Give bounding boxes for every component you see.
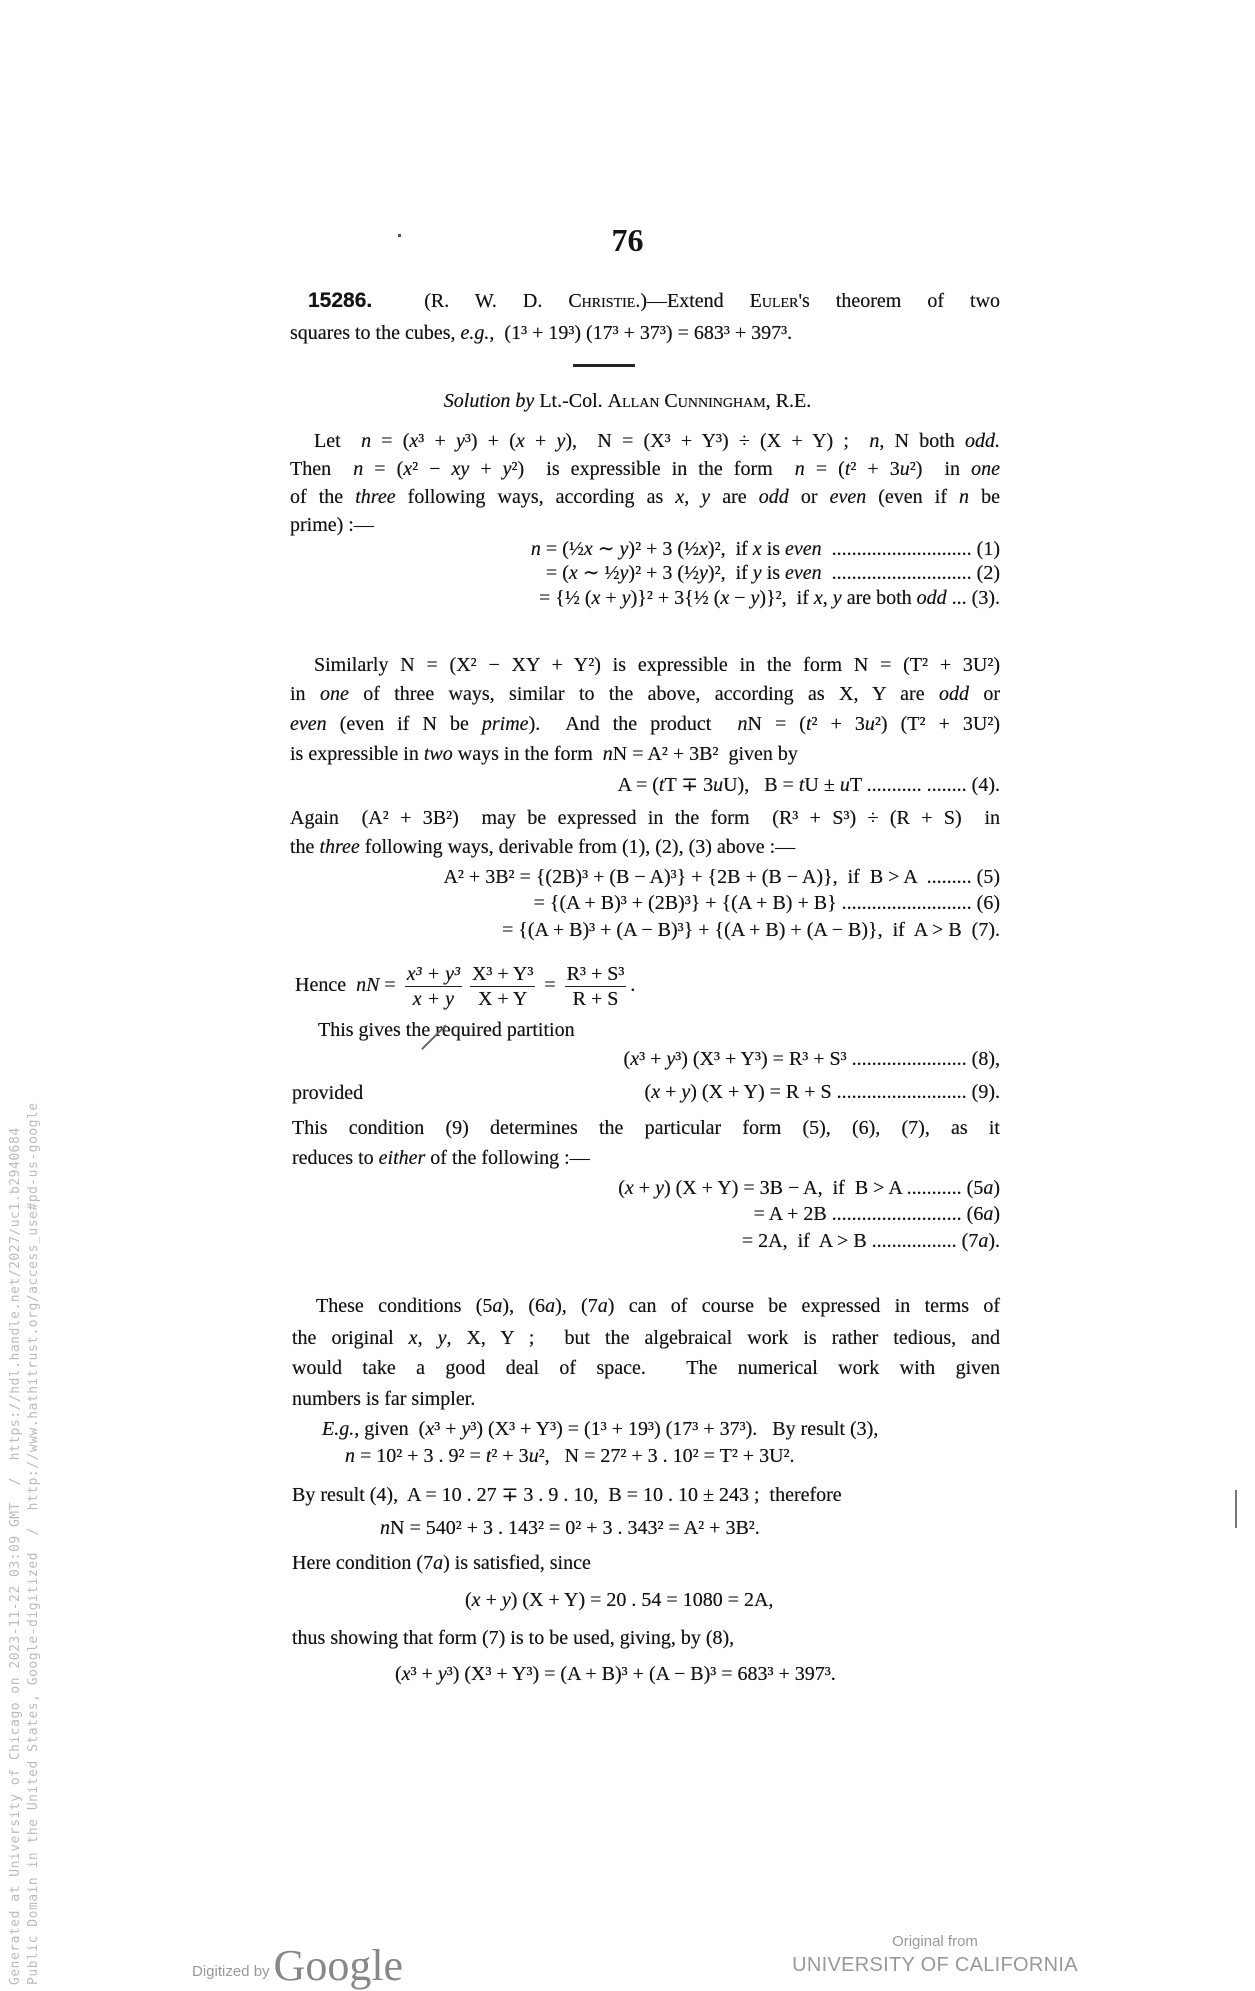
text-segment: following ways, derivable from (1), (2), (3) above :— bbox=[359, 836, 796, 858]
italic-text: n bbox=[959, 486, 970, 508]
text-line bbox=[290, 681, 1000, 707]
text-line bbox=[322, 1416, 878, 1442]
text-segment: ), (7 bbox=[555, 1295, 598, 1317]
text-segment: following ways, according as bbox=[395, 486, 676, 508]
italic-text: y bbox=[655, 1177, 664, 1199]
italic-text: y bbox=[619, 562, 629, 584]
page-number: 76 bbox=[611, 222, 644, 258]
text-line bbox=[618, 772, 1000, 798]
italic-text: x bbox=[813, 587, 823, 609]
text-segment: the bbox=[290, 836, 320, 858]
text-segment: These conditions (5 bbox=[316, 1295, 493, 1317]
text-segment: ² + 3 bbox=[491, 1445, 529, 1467]
fraction-3-denominator: R + S bbox=[572, 988, 619, 1010]
italic-text: three bbox=[355, 486, 396, 508]
text-line bbox=[292, 1080, 363, 1106]
fraction-1-denominator: x + y bbox=[412, 988, 454, 1010]
text-segment: ², N = 27² + 3 . 10² = T² + 3U². bbox=[538, 1445, 795, 1467]
italic-text: y bbox=[752, 562, 762, 584]
text-segment: be bbox=[969, 486, 1000, 508]
text-line bbox=[292, 1325, 1000, 1351]
text-line bbox=[618, 1175, 1000, 1201]
italic-text: E.g. bbox=[322, 1418, 355, 1440]
fraction-3-numerator: R³ + S³ bbox=[566, 963, 625, 985]
italic-text: a bbox=[983, 1177, 994, 1199]
text-segment: This gives the required partition bbox=[318, 1019, 575, 1041]
italic-text: x bbox=[752, 538, 762, 560]
italic-text: even bbox=[290, 713, 327, 735]
hence-eq: = bbox=[379, 974, 401, 997]
italic-text: y bbox=[502, 458, 512, 480]
italic-text: t bbox=[844, 458, 851, 480]
italic-text: n bbox=[380, 1517, 390, 1539]
fraction-1 bbox=[405, 962, 462, 1011]
italic-text: y bbox=[832, 587, 842, 609]
fraction-1-numerator: x³ + y³ bbox=[406, 963, 460, 985]
text-segment: ³) + ( bbox=[464, 430, 516, 452]
text-segment: By result (4), A = 10 . 27 ∓ 3 . 9 . 10, B = 10 . 10 ± 243 ; therefore bbox=[292, 1484, 842, 1506]
text-line bbox=[292, 1550, 591, 1576]
italic-text: y bbox=[556, 430, 566, 452]
italic-text: y bbox=[681, 1081, 691, 1103]
text-segment: )}², if bbox=[759, 587, 814, 609]
original-from-label: Original from bbox=[892, 1933, 978, 1950]
hence-end: . bbox=[630, 974, 636, 997]
text-line bbox=[645, 1079, 1000, 1105]
text-line bbox=[465, 1587, 773, 1613]
italic-text: one bbox=[319, 683, 349, 705]
italic-text: a bbox=[597, 1295, 608, 1317]
small-caps-text: Christie. bbox=[568, 290, 641, 312]
text-segment: ) (X + Y) = 20 . 54 = 1080 = 2A, bbox=[510, 1589, 774, 1611]
text-segment: ³ + bbox=[418, 430, 456, 452]
italic-text: x bbox=[720, 587, 730, 609]
text-line bbox=[624, 1046, 1000, 1072]
italic-text: y bbox=[501, 1589, 511, 1611]
text-line bbox=[290, 741, 798, 767]
text-segment: (R. W. D. bbox=[372, 290, 569, 312]
text-segment: , (1³ + 19³) (17³ + 37³) = 683³ + 397³. bbox=[489, 322, 793, 344]
text-segment: Similarly N = (X² − XY + Y²) is expressible in the form N = (T² + 3U²) bbox=[314, 654, 1000, 676]
italic-text: a bbox=[492, 1295, 503, 1317]
text-segment: ... (3). bbox=[946, 587, 1000, 609]
italic-text: y bbox=[701, 486, 711, 508]
text-segment: ) bbox=[993, 1177, 1000, 1199]
fraction-2-denominator: X + Y bbox=[477, 988, 528, 1010]
text-segment: the original bbox=[292, 1327, 409, 1349]
italic-text: even bbox=[785, 538, 822, 560]
text-segment: − bbox=[729, 587, 751, 609]
text-segment: numbers is far simpler. bbox=[292, 1388, 476, 1410]
scan-speck bbox=[398, 234, 401, 237]
italic-text: a bbox=[983, 1203, 994, 1225]
italic-text: u bbox=[528, 1445, 539, 1467]
text-segment: ). And the product bbox=[528, 713, 738, 735]
hence-lead: Hence bbox=[295, 974, 357, 997]
italic-text: x bbox=[699, 538, 708, 560]
text-segment: Lt.-Col. bbox=[534, 390, 608, 412]
text-segment: ). bbox=[988, 1230, 1000, 1252]
text-line bbox=[290, 288, 1000, 314]
italic-text: t bbox=[485, 1445, 492, 1467]
text-segment: = ( bbox=[545, 562, 569, 584]
text-segment: , bbox=[822, 587, 833, 609]
text-line bbox=[502, 917, 1000, 943]
italic-text: n bbox=[602, 743, 613, 765]
text-segment: A = ( bbox=[617, 774, 659, 796]
text-segment: ), (6 bbox=[502, 1295, 546, 1317]
text-segment: N = A² + 3B² given by bbox=[612, 743, 798, 765]
text-line bbox=[292, 1115, 1000, 1141]
text-segment: ( bbox=[644, 1081, 652, 1103]
text-segment: = 10² + 3 . 9² = bbox=[355, 1445, 486, 1467]
text-segment: = ( bbox=[363, 458, 404, 480]
hence-lhs: nN bbox=[356, 974, 380, 997]
italic-text: y bbox=[699, 562, 708, 584]
text-segment: N = 540² + 3 . 143² = 0² + 3 . 343² = A² + 3B². bbox=[390, 1517, 760, 1539]
text-segment: ² + 3 bbox=[850, 458, 900, 480]
text-segment: ) can of course be expressed in terms of bbox=[607, 1295, 1000, 1317]
text-segment: ²) is expressible in the form bbox=[511, 458, 795, 480]
text-segment: (even if N be bbox=[326, 713, 482, 735]
text-line bbox=[292, 1293, 1000, 1319]
italic-text: odd bbox=[938, 683, 969, 705]
text-segment: ³ + bbox=[410, 1663, 438, 1685]
text-segment: ............................ (1) bbox=[821, 538, 1000, 560]
italic-text: u bbox=[839, 774, 850, 796]
text-segment: ³ + bbox=[639, 1048, 667, 1070]
bold-text: 15286. bbox=[308, 289, 373, 312]
italic-text: two bbox=[423, 743, 453, 765]
text-segment: ∼ ½ bbox=[577, 562, 620, 584]
digitized-by-label: Digitized by bbox=[192, 1963, 270, 1980]
text-segment: , bbox=[417, 1327, 438, 1349]
italic-text: n bbox=[794, 458, 805, 480]
text-segment: )², if bbox=[707, 562, 753, 584]
section-divider bbox=[573, 364, 635, 367]
italic-text: one bbox=[971, 458, 1000, 480]
text-segment: squares to the cubes, bbox=[290, 322, 461, 344]
text-segment: ³ + bbox=[434, 1418, 462, 1440]
text-segment: (even if bbox=[866, 486, 960, 508]
text-segment: = 2A, if A > B ................. (7 bbox=[741, 1230, 979, 1252]
google-wordmark: Google bbox=[273, 1941, 404, 1990]
italic-text: x bbox=[568, 562, 578, 584]
italic-text: e.g. bbox=[460, 322, 490, 344]
text-segment: ) is satisfied, since bbox=[443, 1552, 591, 1574]
text-segment: = (½ bbox=[540, 538, 584, 560]
italic-text: y bbox=[461, 1418, 471, 1440]
text-line bbox=[539, 585, 1000, 611]
text-segment: ³) (X³ + Y³) = (A + B)³ + (A − B)³ = 683³ + 397³. bbox=[446, 1663, 836, 1685]
text-segment: ² + 3 bbox=[811, 713, 865, 735]
italic-text: x bbox=[408, 1327, 418, 1349]
italic-text: three bbox=[319, 836, 360, 858]
hence-eq: = bbox=[539, 974, 561, 997]
text-segment: )}² + 3{½ ( bbox=[630, 587, 721, 609]
italic-text: x bbox=[591, 587, 601, 609]
text-segment: in bbox=[290, 683, 320, 705]
italic-text: even bbox=[785, 562, 822, 584]
text-segment: ³) (X³ + Y³) = R³ + S³ ....................... (8), bbox=[675, 1048, 1000, 1070]
digitized-by-google-logo bbox=[192, 1940, 403, 1991]
italic-text: y bbox=[437, 1327, 447, 1349]
italic-text: t bbox=[805, 713, 812, 735]
text-line bbox=[290, 320, 792, 346]
italic-text: u bbox=[899, 458, 910, 480]
text-line bbox=[443, 864, 1000, 890]
italic-text: x bbox=[401, 1663, 411, 1685]
italic-text: u bbox=[713, 774, 724, 796]
italic-text: y bbox=[750, 587, 760, 609]
italic-text: u bbox=[864, 713, 875, 735]
text-segment: prime) :— bbox=[290, 514, 374, 536]
italic-text: n bbox=[361, 430, 372, 452]
text-segment: or bbox=[968, 683, 1000, 705]
text-segment: of the following :— bbox=[425, 1147, 590, 1169]
text-line bbox=[742, 1228, 1000, 1254]
text-segment: = ( bbox=[371, 430, 410, 452]
original-from-credit bbox=[790, 1933, 1080, 1977]
text-segment: + bbox=[633, 1177, 656, 1199]
text-segment: ³) (X³ + Y³) = (1³ + 19³) (17³ + 37³). By result (3), bbox=[470, 1418, 879, 1440]
text-line bbox=[290, 805, 1000, 831]
text-segment: U ± bbox=[804, 774, 840, 796]
text-segment: + bbox=[600, 587, 622, 609]
italic-text: prime bbox=[481, 713, 529, 735]
text-segment: , given ( bbox=[354, 1418, 426, 1440]
italic-text: n bbox=[345, 1445, 355, 1467]
italic-text: x bbox=[630, 1048, 640, 1070]
university-label: UNIVERSITY OF CALIFORNIA bbox=[792, 1954, 1078, 1976]
text-segment: = ( bbox=[804, 458, 845, 480]
text-segment: + bbox=[524, 430, 557, 452]
text-segment: A² + 3B² = {(2B)³ + (B − A)³} + {2B + (B − A)}, if B > A ......... (5) bbox=[443, 866, 1000, 888]
text-line bbox=[290, 711, 1000, 737]
text-line bbox=[290, 512, 374, 538]
text-segment: ) (X + Y) = 3B − A, if B > A ........... (5 bbox=[663, 1177, 984, 1199]
italic-text: a bbox=[433, 1552, 444, 1574]
text-line bbox=[534, 890, 1000, 916]
text-segment: ² − bbox=[412, 458, 452, 480]
text-segment: T ........... ........ (4). bbox=[849, 774, 1000, 796]
text-segment: ( bbox=[618, 1177, 625, 1199]
italic-text: x bbox=[515, 430, 525, 452]
text-segment: of three ways, similar to the above, according as X, Y are bbox=[348, 683, 939, 705]
text-line bbox=[292, 1355, 1000, 1381]
italic-text: odd bbox=[916, 587, 947, 609]
italic-text: x bbox=[409, 430, 419, 452]
small-caps-text: Euler bbox=[749, 290, 799, 312]
italic-text: y bbox=[455, 430, 465, 452]
text-segment: Here condition (7 bbox=[292, 1552, 434, 1574]
small-caps-text: Allan Cunningham bbox=[607, 390, 766, 412]
italic-text: x bbox=[471, 1589, 481, 1611]
watermark-line-1: Generated at University of Chicago on 2023-11-22 03:09 GMT / https://hdl.handle.net/2027/uc1.b2940684 bbox=[8, 1127, 23, 1985]
text-segment: ) bbox=[993, 1203, 1000, 1225]
text-segment: ), N = (X³ + Y³) ÷ (X + Y) ; bbox=[565, 430, 870, 452]
text-segment: thus showing that form (7) is to be used, giving, by (8), bbox=[292, 1627, 735, 1649]
text-segment: is bbox=[761, 562, 786, 584]
text-segment: provided bbox=[292, 1082, 364, 1104]
text-line bbox=[345, 1443, 795, 1469]
italic-text: y bbox=[621, 587, 631, 609]
text-line bbox=[290, 428, 1000, 454]
text-segment: , X, Y ; but the algebraical work is rather tedious, and bbox=[446, 1327, 1001, 1349]
fraction-3 bbox=[565, 962, 627, 1011]
italic-text: odd. bbox=[964, 430, 1000, 452]
text-segment: ( bbox=[465, 1589, 472, 1611]
italic-text: n bbox=[869, 430, 880, 452]
italic-text: x bbox=[403, 458, 413, 480]
text-line bbox=[380, 1515, 760, 1541]
italic-text: odd bbox=[758, 486, 789, 508]
text-segment: N = ( bbox=[747, 713, 806, 735]
italic-text: x bbox=[651, 1081, 661, 1103]
italic-text: even bbox=[829, 486, 867, 508]
text-segment: )² + 3 (½ bbox=[628, 538, 700, 560]
text-segment: Again (A² + 3B²) may be expressed in the form (R³ + S³) ÷ (R + S) in bbox=[290, 807, 1000, 829]
italic-text: n bbox=[530, 538, 541, 560]
text-line bbox=[292, 1625, 734, 1651]
fraction-2 bbox=[470, 962, 535, 1011]
text-line bbox=[546, 560, 1000, 586]
italic-text: y bbox=[619, 538, 629, 560]
watermark-line-2: Public Domain in the United States, Google-digitized / http://www.hathitrust.org/access_use#pd-us-google bbox=[26, 1102, 41, 1985]
text-line bbox=[290, 652, 1000, 678]
text-segment: ............................ (2) bbox=[821, 562, 1000, 584]
text-segment: is bbox=[761, 538, 786, 560]
italic-text: x bbox=[624, 1177, 634, 1199]
italic-text: x bbox=[675, 486, 685, 508]
text-segment: Then bbox=[290, 458, 354, 480]
text-segment: 's theorem of two bbox=[798, 290, 1001, 312]
italic-text: either bbox=[378, 1147, 426, 1169]
text-line bbox=[292, 1482, 842, 1508]
text-segment: of the bbox=[290, 486, 356, 508]
italic-text: a bbox=[545, 1295, 556, 1317]
text-segment: = {½ ( bbox=[538, 587, 592, 609]
text-line bbox=[531, 536, 1000, 562]
text-segment: are bbox=[710, 486, 759, 508]
italic-text: y bbox=[666, 1048, 676, 1070]
text-segment: ²) (T² + 3U²) bbox=[874, 713, 1001, 735]
text-line bbox=[0, 388, 1255, 414]
text-segment: + bbox=[480, 1589, 502, 1611]
text-segment: = {(A + B)³ + (2B)³} + {(A + B) + B} .......................... (6) bbox=[533, 892, 1000, 914]
text-segment: + bbox=[660, 1081, 682, 1103]
text-segment: = A + 2B .......................... (6 bbox=[753, 1203, 984, 1225]
text-segment: U), B = bbox=[723, 774, 799, 796]
text-segment: )—Extend bbox=[640, 290, 750, 312]
text-segment: ²) in bbox=[909, 458, 972, 480]
italic-text: n bbox=[353, 458, 364, 480]
text-segment: T ∓ 3 bbox=[664, 774, 714, 796]
text-segment: , N both bbox=[879, 430, 965, 452]
text-segment: ) (X + Y) = R + S .......................... (9). bbox=[690, 1081, 1000, 1103]
hence-equation bbox=[295, 962, 635, 1011]
text-segment: , bbox=[684, 486, 702, 508]
fraction-2-numerator: X³ + Y³ bbox=[471, 963, 534, 985]
italic-text: a bbox=[978, 1230, 989, 1252]
text-segment: would take a good deal of space. The numerical work with given bbox=[292, 1357, 1000, 1379]
italic-text: xy bbox=[451, 458, 470, 480]
text-line bbox=[318, 1017, 575, 1043]
italic-text: n bbox=[737, 713, 748, 735]
text-line bbox=[395, 1661, 836, 1687]
italic-text: x bbox=[425, 1418, 435, 1440]
text-segment: reduces to bbox=[292, 1147, 379, 1169]
italic-text: x bbox=[583, 538, 593, 560]
margin-mark bbox=[1235, 1490, 1237, 1528]
text-segment: This condition (9) determines the particular form (5), (6), (7), as it bbox=[292, 1117, 1000, 1139]
text-segment: )², if bbox=[707, 538, 753, 560]
text-segment: )² + 3 (½ bbox=[628, 562, 700, 584]
text-segment: = {(A + B)³ + (A − B)³} + {(A + B) + (A − B)}, if A > B (7). bbox=[501, 919, 1000, 941]
text-line bbox=[290, 456, 1000, 482]
text-line bbox=[292, 1386, 475, 1412]
italic-text: Solution by bbox=[443, 390, 535, 412]
text-segment: ∼ bbox=[592, 538, 620, 560]
text-line bbox=[754, 1201, 1000, 1227]
text-line bbox=[292, 1145, 590, 1171]
italic-text: y bbox=[437, 1663, 447, 1685]
text-line bbox=[290, 484, 1000, 510]
text-segment: ( bbox=[623, 1048, 631, 1070]
text-segment: Let bbox=[314, 430, 362, 452]
text-segment: or bbox=[788, 486, 830, 508]
text-segment: is expressible in bbox=[290, 743, 424, 765]
italic-text: t bbox=[798, 774, 805, 796]
italic-text: t bbox=[658, 774, 665, 796]
text-segment: are both bbox=[841, 587, 917, 609]
text-segment: ways in the form bbox=[452, 743, 603, 765]
text-line bbox=[290, 834, 795, 860]
text-segment: ( bbox=[395, 1663, 402, 1685]
text-segment: , R.E. bbox=[765, 390, 812, 412]
text-segment: + bbox=[469, 458, 503, 480]
